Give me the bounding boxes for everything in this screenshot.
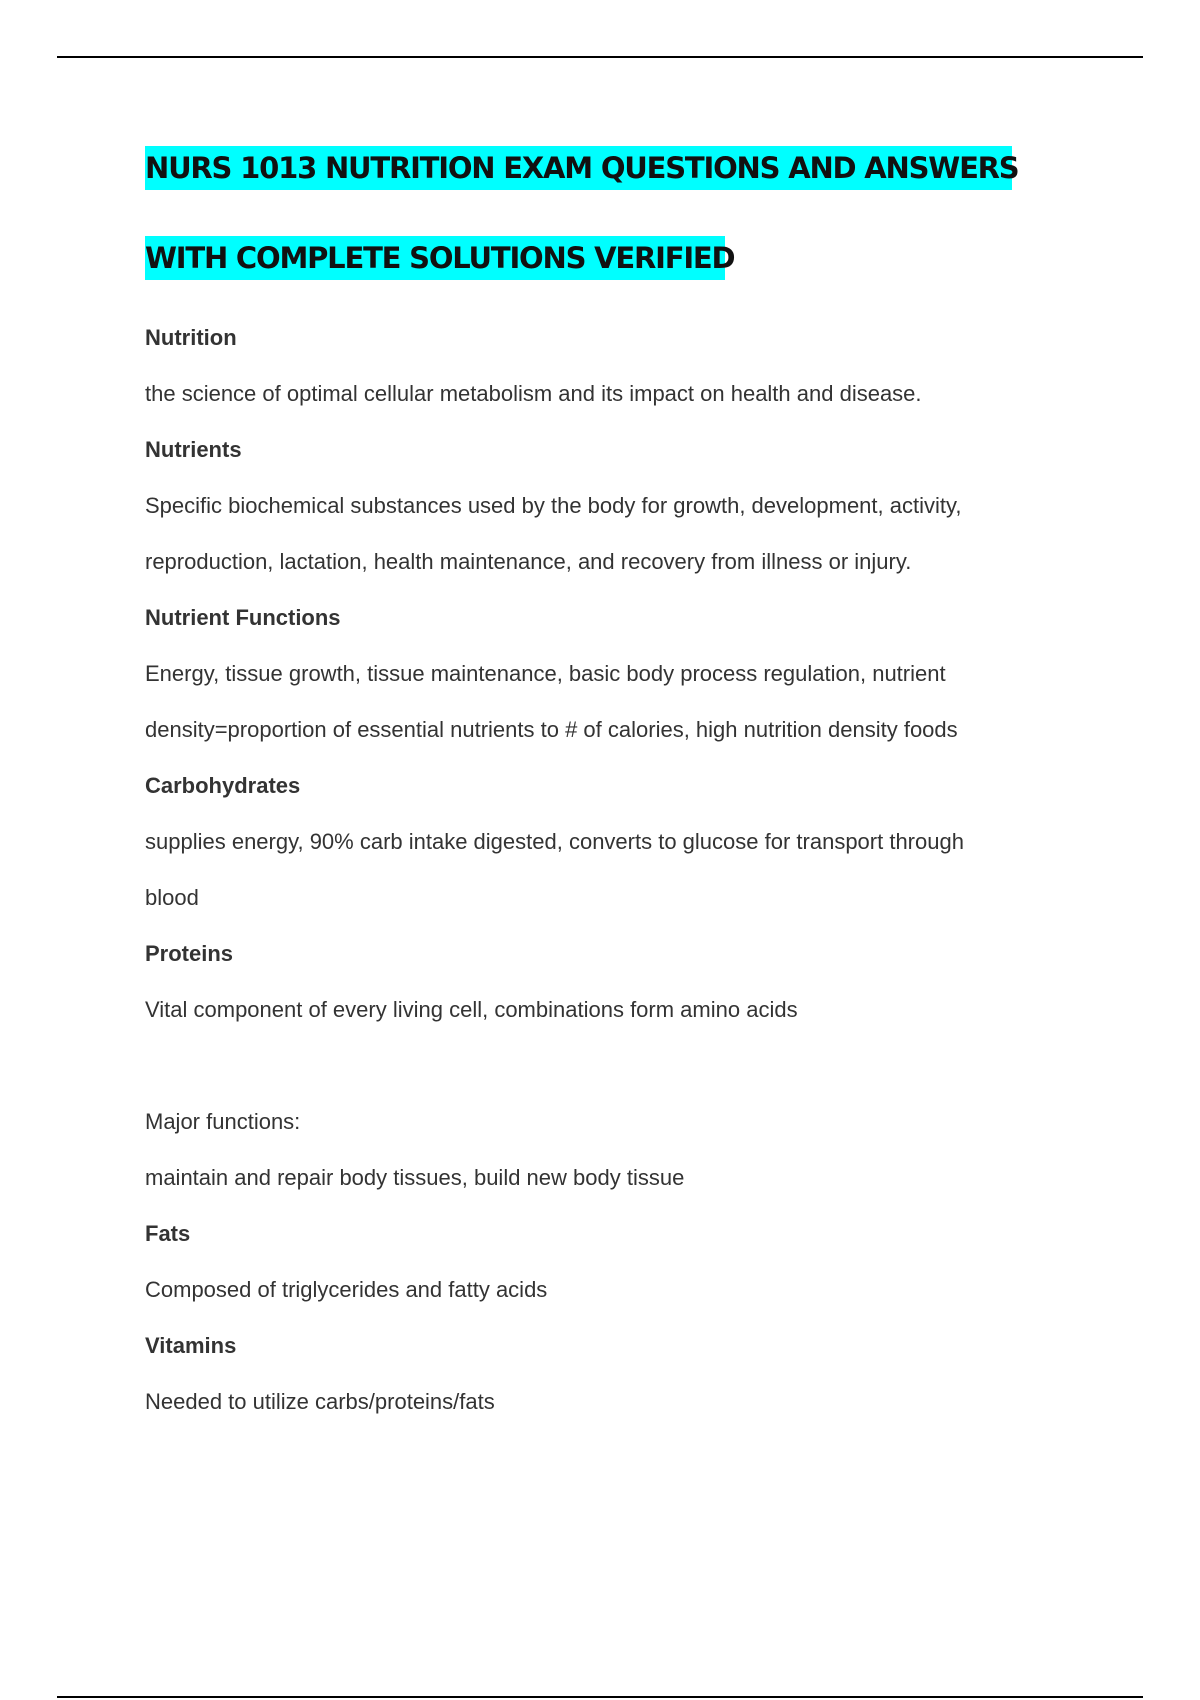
term-heading: Carbohydrates	[145, 773, 301, 798]
definition-line: reproduction, lactation, health maintenance, and recovery from illness or injury.	[145, 549, 912, 574]
document-title-line-2: WITH COMPLETE SOLUTIONS VERIFIED	[145, 236, 725, 280]
definition-line: the science of optimal cellular metabolism and its impact on health and disease.	[145, 381, 922, 406]
term-heading: Vitamins	[145, 1333, 237, 1358]
definition-line: Specific biochemical substances used by the body for growth, development, activity,	[145, 493, 962, 518]
blank-line	[145, 1038, 1085, 1094]
term-heading: Nutrient Functions	[145, 605, 341, 630]
flashcard-entry	[145, 926, 1085, 1206]
term-heading: Nutrients	[145, 437, 242, 462]
flashcard-entry	[145, 758, 1085, 926]
term-heading: Nutrition	[145, 325, 237, 350]
flashcard-entry	[145, 1318, 1085, 1430]
definition-line: Composed of triglycerides and fatty acids	[145, 1277, 548, 1302]
flashcard-entry	[145, 422, 1085, 590]
footer-rule	[57, 1696, 1143, 1698]
definition-line: Major functions:	[145, 1109, 301, 1134]
definition-line: maintain and repair body tissues, build new body tissue	[145, 1165, 685, 1190]
definition-line: Energy, tissue growth, tissue maintenance, basic body process regulation, nutrient	[145, 661, 946, 686]
term-heading: Proteins	[145, 941, 234, 966]
flashcard-entry	[145, 310, 1085, 422]
flashcard-entry	[145, 1206, 1085, 1318]
definition-line: blood	[145, 885, 199, 910]
flashcard-entry	[145, 590, 1085, 758]
definition-line: supplies energy, 90% carb intake digested, converts to glucose for transport through	[145, 829, 964, 854]
flashcard-list	[145, 310, 1085, 1430]
document-title-line-1: NURS 1013 NUTRITION EXAM QUESTIONS AND ANSWERS	[145, 146, 1012, 190]
definition-line: density=proportion of essential nutrients to # of calories, high nutrition density foods	[145, 717, 958, 742]
term-heading: Fats	[145, 1221, 191, 1246]
definition-line: Needed to utilize carbs/proteins/fats	[145, 1389, 495, 1414]
definition-line: Vital component of every living cell, combinations form amino acids	[145, 997, 798, 1022]
header-rule	[57, 56, 1143, 58]
